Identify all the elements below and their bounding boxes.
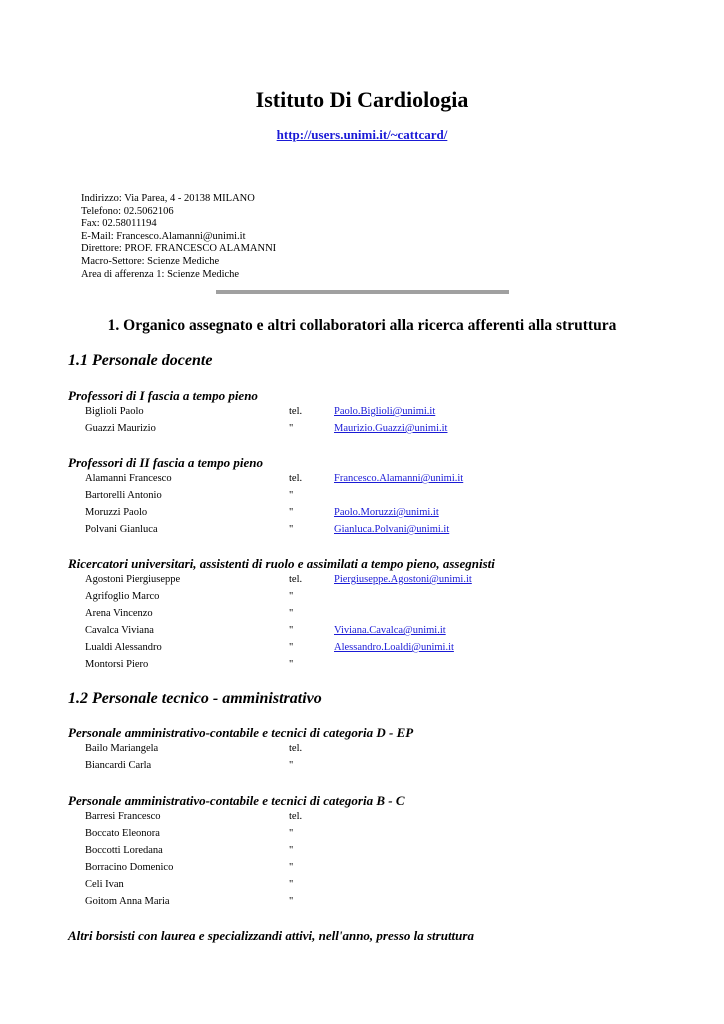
staff-row (0, 808, 724, 825)
staff-name: Barresi Francesco (85, 811, 161, 822)
staff-row (0, 622, 724, 639)
staff-name: Borracino Domenico (85, 862, 174, 873)
director-line: Direttore: PROF. FRANCESCO ALAMANNI (81, 243, 277, 255)
fax-line: Fax: 02.58011194 (81, 218, 157, 230)
staff-name: Polvani Gianluca (85, 524, 158, 535)
group-heading: Personale amministrativo-contabile e tecnici di categoria B - C (68, 793, 405, 808)
staff-name: Alamanni Francesco (85, 473, 172, 484)
staff-row (0, 521, 724, 538)
staff-tel: " (289, 879, 294, 890)
staff-name: Agostoni Piergiuseppe (85, 574, 181, 585)
staff-name: Moruzzi Paolo (85, 507, 148, 518)
staff-name: Biglioli Paolo (85, 406, 144, 417)
staff-email-link[interactable]: Francesco.Alamanni@unimi.it (334, 473, 464, 484)
group-heading: Ricercatori universitari, assistenti di ruolo e assimilati a tempo pieno, assegnisti (68, 556, 495, 571)
staff-name: Celi Ivan (85, 879, 124, 890)
staff-email-link[interactable]: Alessandro.Loaldi@unimi.it (334, 642, 454, 653)
group-heading: Altri borsisti con laurea e specializzandi attivi, nell'anno, presso la struttura (68, 928, 474, 943)
staff-row (0, 639, 724, 656)
staff-name: Lualdi Alessandro (85, 642, 162, 653)
staff-row (0, 656, 724, 673)
staff-tel: tel. (289, 811, 303, 822)
staff-tel: tel. (289, 473, 303, 484)
staff-email-link[interactable]: Paolo.Moruzzi@unimi.it (334, 507, 439, 518)
staff-row (0, 487, 724, 504)
staff-row (0, 842, 724, 859)
institute-info (81, 193, 276, 281)
staff-tel: " (289, 507, 294, 518)
staff-name: Bartorelli Antonio (85, 490, 162, 501)
area-line: Area di afferenza 1: Scienze Mediche (81, 268, 240, 280)
group-heading: Professori di II fascia a tempo pieno (68, 455, 263, 470)
staff-name: Cavalca Viviana (85, 625, 154, 636)
staff-row (0, 893, 724, 910)
website-link[interactable]: http://users.unimi.it/~cattcard/ (276, 127, 448, 142)
staff-row (0, 504, 724, 521)
staff-tel: tel. (289, 406, 303, 417)
staff-row (0, 876, 724, 893)
staff-name: Biancardi Carla (85, 760, 152, 771)
staff-tel: " (289, 862, 294, 873)
staff-name: Goitom Anna Maria (85, 896, 170, 907)
subsection-tecnico: 1.2 Personale tecnico - amministrativo (68, 690, 322, 707)
staff-name: Guazzi Maurizio (85, 423, 156, 434)
staff-row (0, 403, 724, 420)
staff-tel: tel. (289, 743, 303, 754)
staff-row (0, 571, 724, 588)
staff-email-link[interactable]: Maurizio.Guazzi@unimi.it (334, 423, 448, 434)
address-line: Indirizzo: Via Parea, 4 - 20138 MILANO (81, 193, 255, 204)
staff-tel: " (289, 524, 294, 535)
staff-tel: " (289, 760, 294, 771)
group-heading: Professori di I fascia a tempo pieno (68, 388, 258, 403)
staff-email-link[interactable]: Gianluca.Polvani@unimi.it (334, 524, 450, 535)
staff-email-link[interactable]: Viviana.Cavalca@unimi.it (334, 625, 446, 636)
staff-tel: " (289, 608, 294, 619)
staff-email-link[interactable]: Piergiuseppe.Agostoni@unimi.it (334, 574, 472, 585)
staff-name: Arena Vincenzo (85, 608, 153, 619)
staff-tel: " (289, 625, 294, 636)
staff-email-link[interactable]: Paolo.Biglioli@unimi.it (334, 406, 436, 417)
staff-tel: " (289, 591, 294, 602)
staff-tel: " (289, 828, 294, 839)
staff-name: Boccato Eleonora (85, 828, 160, 839)
staff-tel: " (289, 896, 294, 907)
horizontal-divider (216, 290, 509, 294)
staff-row (0, 859, 724, 876)
staff-name: Boccotti Loredana (85, 845, 163, 856)
staff-tel: " (289, 845, 294, 856)
macro-sector-line: Macro-Settore: Scienze Mediche (81, 255, 220, 267)
page-title: Istituto Di Cardiologia (255, 87, 469, 112)
staff-row (0, 825, 724, 842)
staff-tel: " (289, 490, 294, 501)
staff-tel: " (289, 423, 294, 434)
email-line: E-Mail: Francesco.Alamanni@unimi.it (81, 230, 246, 242)
staff-tel: tel. (289, 574, 303, 585)
staff-row (0, 757, 724, 774)
phone-line: Telefono: 02.5062106 (81, 205, 174, 217)
section-heading: 1. Organico assegnato e altri collaboratori alla ricerca afferenti alla struttura (107, 317, 617, 334)
staff-row (0, 740, 724, 757)
staff-name: Montorsi Piero (85, 659, 149, 670)
staff-row (0, 470, 724, 487)
staff-name: Bailo Mariangela (85, 743, 159, 754)
staff-tel: " (289, 659, 294, 670)
group-heading: Personale amministrativo-contabile e tecnici di categoria D - EP (68, 725, 414, 740)
staff-row (0, 605, 724, 622)
staff-row (0, 588, 724, 605)
subsection-docenti: 1.1 Personale docente (68, 352, 213, 369)
staff-tel: " (289, 642, 294, 653)
staff-row (0, 420, 724, 437)
staff-name: Agrifoglio Marco (85, 591, 160, 602)
